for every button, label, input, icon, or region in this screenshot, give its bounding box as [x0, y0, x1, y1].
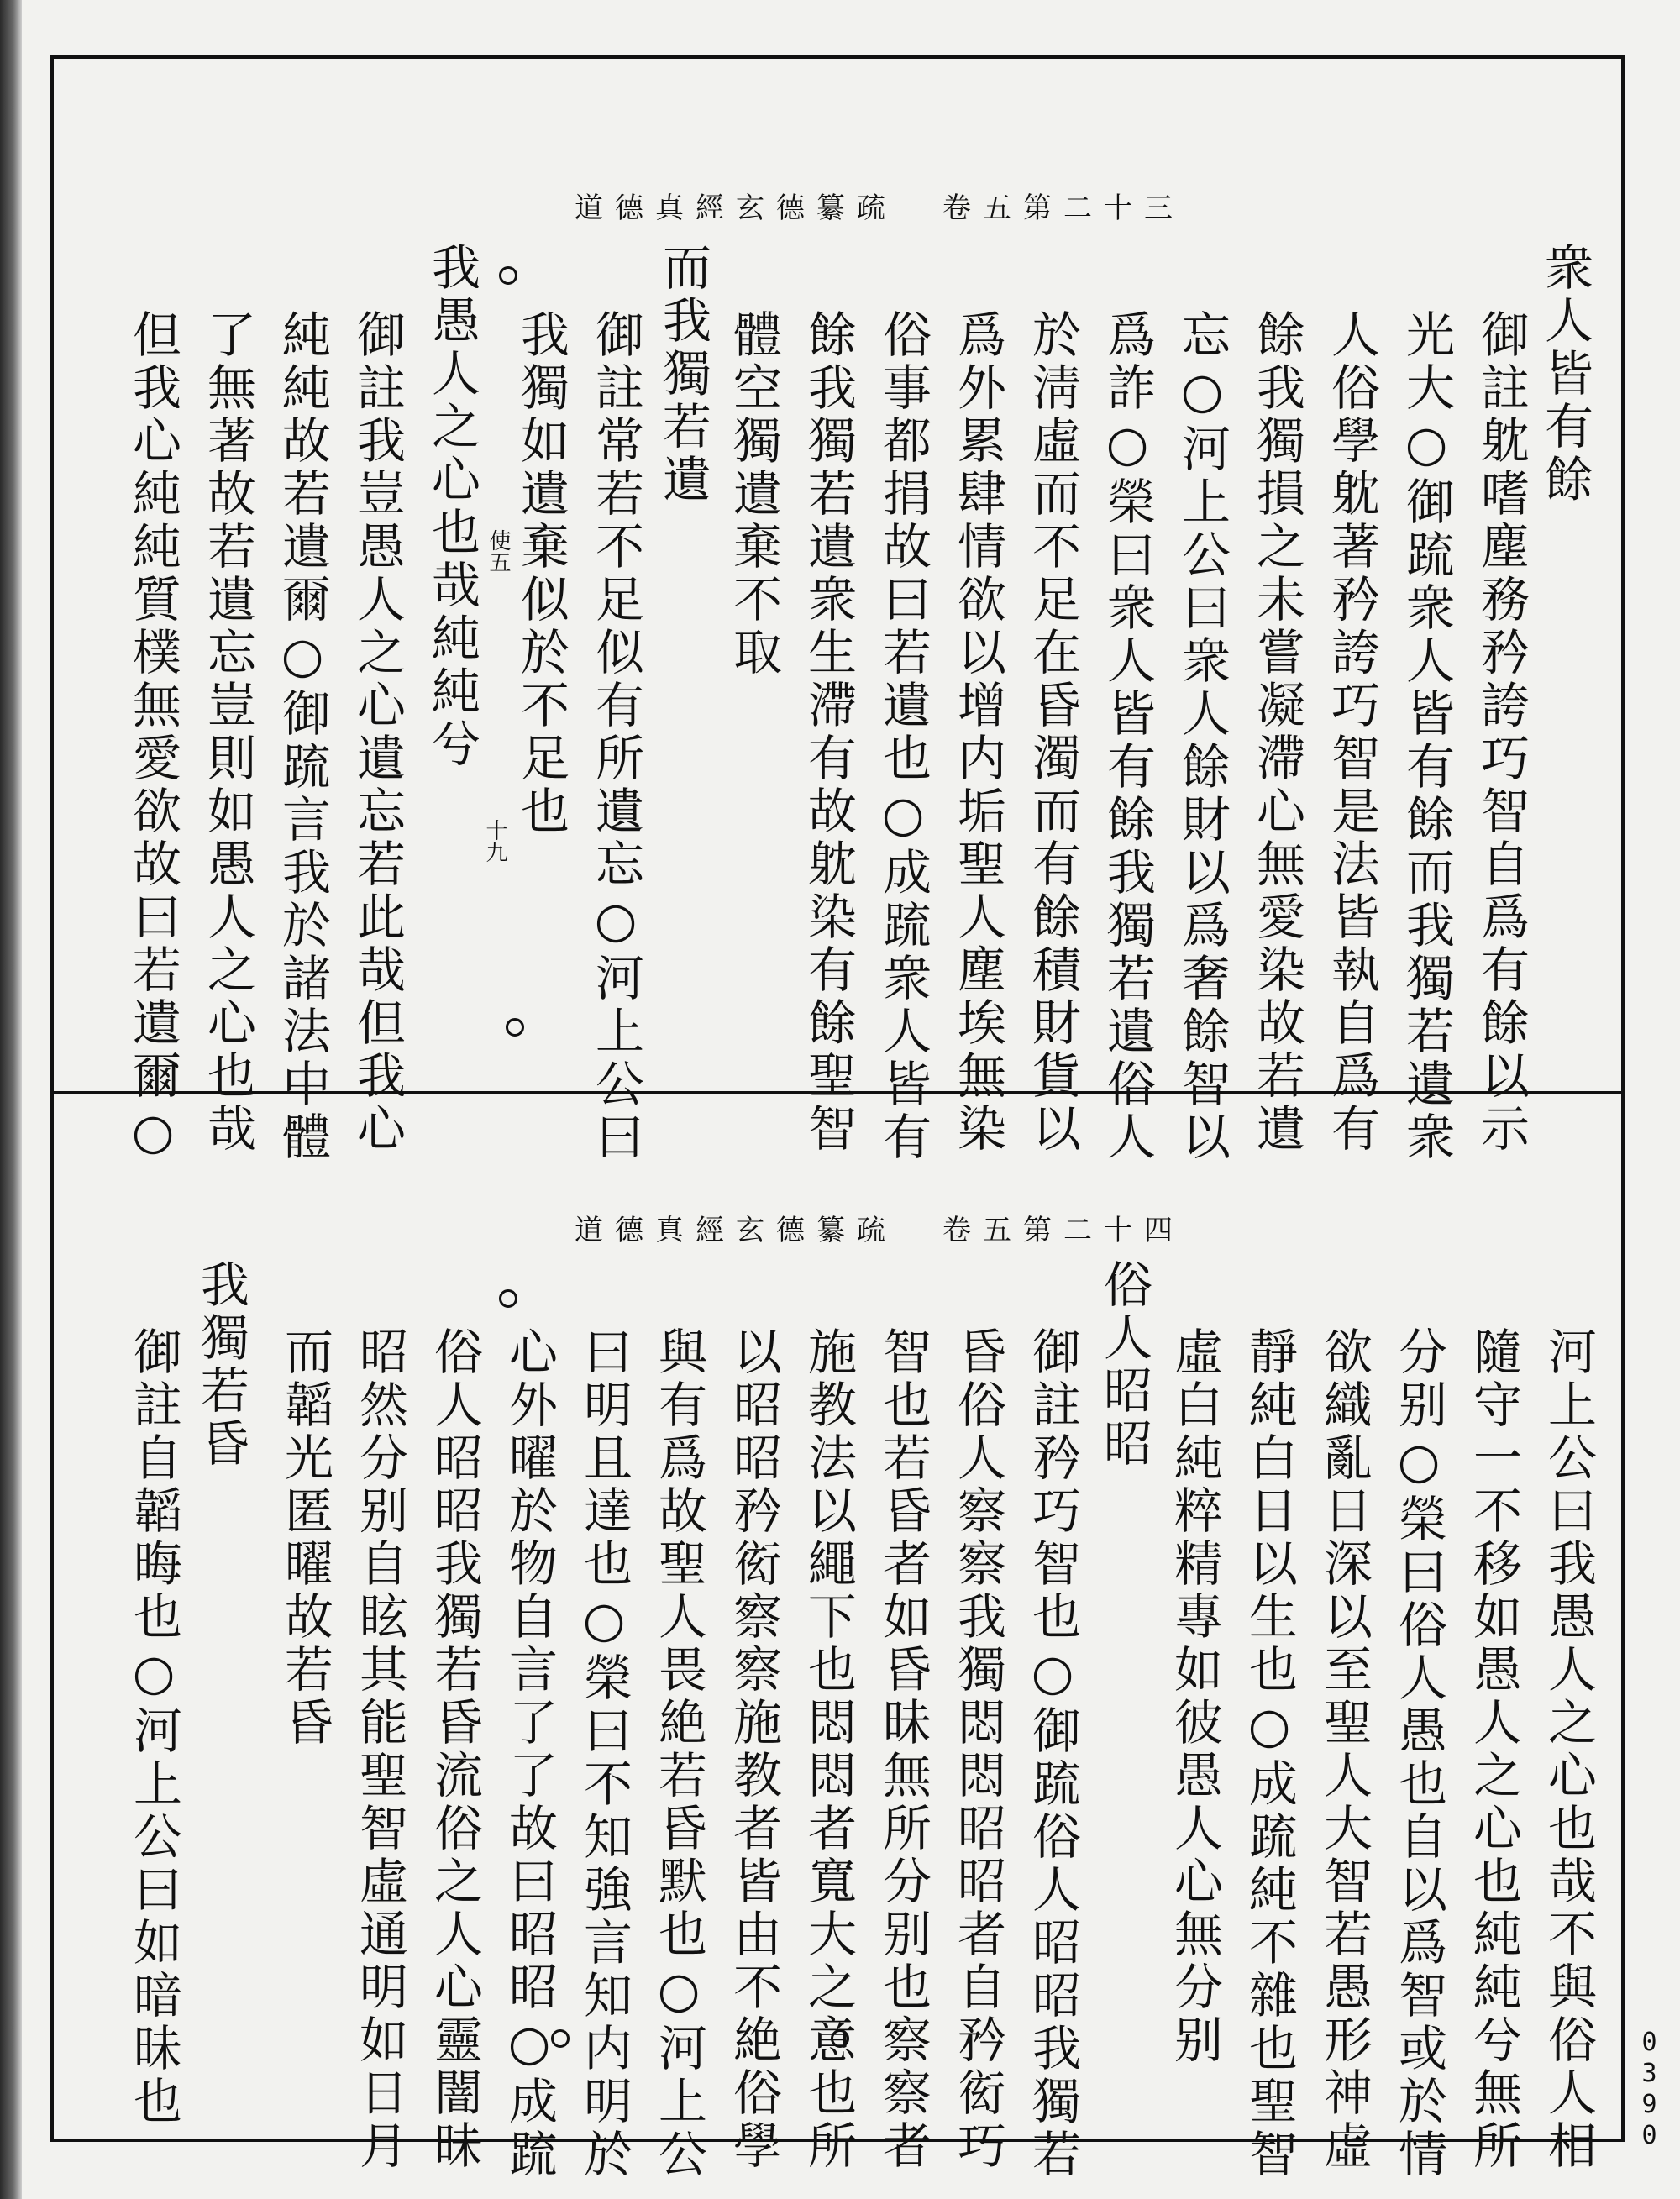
text-column: 曰明且達也○榮曰不知強言知内明於	[575, 1326, 633, 2181]
text-column: 而我獨若遺	[654, 242, 711, 506]
text-column: 御註我豈愚人之心遺忘若此哉但我心	[349, 309, 406, 1156]
text-column: 御註常若不足似有所遺忘○河上公曰	[587, 309, 644, 1164]
bottom-panel	[54, 1094, 1621, 2181]
text-column: 昏俗人察察我獨悶悶昭昭者自矜衒巧	[949, 1326, 1006, 2173]
text-column: 純純故若遺爾○御䟽言我於諸法中體	[274, 309, 331, 1164]
text-column: 欲織亂日深以至聖人大智若愚形神虛	[1315, 1326, 1373, 2173]
text-column: 我獨若昏	[192, 1259, 249, 1471]
text-column: 餘我獨損之未嘗凝滯心無愛染故若遺	[1248, 309, 1305, 1156]
text-column: 而韜光匿曜故若昏	[276, 1326, 333, 1750]
text-column: 光大○御䟽衆人皆有餘而我獨若遺衆	[1398, 309, 1455, 1164]
text-column: 昭然分别自眩其能聖智虛通明如日月	[351, 1326, 408, 2173]
text-column: 衆人皆有餘	[1536, 242, 1593, 506]
top-header-chapter: 卷五第二十三	[942, 192, 1184, 225]
scan-edge	[0, 0, 22, 2199]
text-column: 以昭昭矜衒察察施教者皆由不絶俗學	[725, 1326, 782, 2173]
text-column: 俗事都捐故曰若遺也○成䟽衆人皆有	[874, 309, 932, 1164]
text-column: 忘○河上公曰衆人餘財以爲奢餘智以	[1173, 309, 1231, 1164]
text-column: 虛白純粹精專如彼愚人心無分别	[1166, 1326, 1223, 2067]
bottom-header-title: 道德真經玄德纂疏	[575, 1214, 897, 1247]
margin-note: 使五	[486, 529, 511, 573]
text-column: 俗人昭昭我獨若昏流俗之人心靈闇昧	[426, 1326, 483, 2173]
text-column: 俗人昭昭	[1095, 1259, 1152, 1471]
text-column: 智也若昏者如昏昧無所分别也察察者	[874, 1326, 932, 2173]
circle-mark	[499, 266, 517, 285]
text-column: 爲外累肆情欲以增内垢聖人塵埃無染	[949, 309, 1006, 1156]
text-column: 人俗學躭著矜誇巧智是法皆執自爲有	[1323, 309, 1380, 1156]
page-frame	[50, 55, 1625, 2181]
text-column: 我獨如遺棄似於不足也	[512, 309, 570, 838]
text-column: 我愚人之心也哉純純兮	[423, 242, 480, 771]
bottom-header-chapter: 卷五第二十四	[942, 1214, 1184, 1247]
page-number: 0390	[1635, 2028, 1664, 2152]
circle-mark	[506, 1018, 524, 1037]
text-column: 御註矜巧智也○御䟽俗人昭昭我獨若	[1024, 1326, 1081, 2181]
margin-note: 十九	[482, 819, 507, 863]
text-column: 了無著故若遺忘豈則如愚人之心也哉	[199, 309, 256, 1156]
text-column: 施教法以繩下也悶悶者寬大之意也所	[800, 1326, 857, 2173]
top-header	[575, 185, 1184, 226]
text-column: 河上公曰我愚人之心也哉不與俗人相	[1540, 1326, 1597, 2173]
bottom-header	[575, 1207, 1184, 1248]
text-column: 御註自韜晦也○河上公曰如暗昧也	[125, 1326, 182, 2128]
text-column: 御註躭嗜塵務矜誇巧智自爲有餘以示	[1473, 309, 1530, 1156]
text-column: 於淸虛而不足在昏濁而有餘積財貨以	[1024, 309, 1081, 1156]
top-header-title: 道德真經玄德纂疏	[575, 192, 897, 225]
text-column: 但我心純純質樸無愛欲故曰若遺爾○	[124, 309, 181, 1164]
text-column: 分别○榮曰俗人愚也自以爲智或於情	[1390, 1326, 1447, 2181]
top-panel	[54, 59, 1621, 1164]
text-column: 心外曜於物自言了了故曰昭昭○成䟽	[501, 1326, 558, 2181]
text-column: 靜純白日以生也○成䟽純不雜也聖智	[1241, 1326, 1298, 2181]
circle-mark	[499, 1289, 517, 1308]
text-column: 與有爲故聖人畏絶若昏默也○河上公	[650, 1326, 707, 2181]
text-column: 隨守一不移如愚人之心也純純兮無所	[1465, 1326, 1522, 2173]
text-column: 爲詐○榮曰衆人皆有餘我獨若遺俗人	[1099, 309, 1156, 1164]
text-column: 體空獨遺棄不取	[725, 309, 782, 680]
text-column: 餘我獨若遺衆生滯有故躭染有餘聖智	[800, 309, 857, 1156]
